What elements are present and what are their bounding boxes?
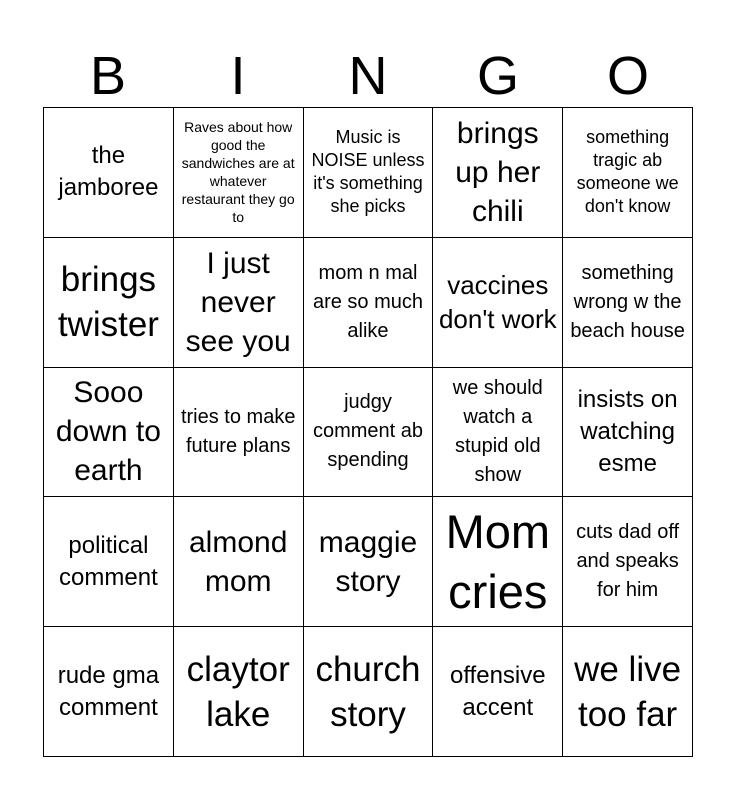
cell-text: political comment: [59, 531, 158, 591]
bingo-cell-2-5[interactable]: [563, 238, 693, 368]
cell-text: brings twister: [57, 260, 159, 345]
bingo-cell-4-5[interactable]: [563, 497, 693, 627]
bingo-cell-3-2[interactable]: [174, 368, 304, 498]
cell-text: I just never see you: [185, 246, 291, 358]
bingo-cell-2-1[interactable]: [44, 238, 174, 368]
cell-text: Raves about how good the sandwiches are at whatever restaurant they go to: [181, 119, 295, 226]
cell-text: rude gma comment: [57, 661, 160, 721]
cell-text: tries to make future plans: [180, 405, 296, 457]
header-letter-o: O: [606, 46, 649, 106]
bingo-header: [43, 46, 693, 106]
bingo-cell-5-5[interactable]: [563, 627, 693, 757]
cell-text: brings up her chili: [455, 116, 541, 228]
cell-text: Mom cries: [445, 504, 551, 618]
header-letter-i: I: [230, 46, 246, 106]
cell-text: claytor lake: [186, 649, 290, 734]
cell-text: Music is NOISE unless it's something she picks: [311, 127, 425, 217]
bingo-board: [43, 107, 693, 757]
bingo-cell-4-3[interactable]: [304, 497, 434, 627]
bingo-cell-2-4[interactable]: [433, 238, 563, 368]
bingo-cell-1-4[interactable]: [433, 108, 563, 238]
cell-text: judgy comment ab spending: [312, 391, 424, 472]
bingo-cell-2-2[interactable]: [174, 238, 304, 368]
bingo-cell-1-1[interactable]: [44, 108, 174, 238]
bingo-cell-1-5[interactable]: [563, 108, 693, 238]
cell-text: maggie story: [318, 525, 418, 598]
cell-text: something tragic ab someone we don't know: [576, 127, 679, 217]
bingo-cell-4-1[interactable]: [44, 497, 174, 627]
cell-text: we live too far: [574, 649, 682, 734]
bingo-cell-3-1[interactable]: [44, 368, 174, 498]
bingo-cell-1-2[interactable]: [174, 108, 304, 238]
header-letter-g: G: [476, 46, 519, 106]
cell-text: something wrong w the beach house: [570, 261, 685, 342]
cell-text: mom n mal are so much alike: [312, 261, 424, 342]
cell-text: insists on watching esme: [577, 385, 678, 477]
bingo-cell-5-1[interactable]: [44, 627, 174, 757]
bingo-cell-5-4[interactable]: [433, 627, 563, 757]
bingo-cell-4-4[interactable]: [433, 497, 563, 627]
cell-text: almond mom: [188, 525, 288, 598]
bingo-cell-4-2[interactable]: [174, 497, 304, 627]
cell-text: Sooo down to earth: [55, 376, 161, 488]
bingo-cell-3-5[interactable]: [563, 368, 693, 498]
bingo-cell-5-3[interactable]: [304, 627, 434, 757]
cell-text: we should watch a stupid old show: [452, 376, 543, 486]
bingo-cell-5-2[interactable]: [174, 627, 304, 757]
cell-text: the jamboree: [58, 142, 159, 202]
cell-text: church story: [315, 649, 421, 734]
header-letter-b: B: [89, 46, 127, 106]
bingo-cell-2-3[interactable]: [304, 238, 434, 368]
cell-text: vaccines don't work: [438, 270, 557, 335]
header-letter-n: N: [348, 46, 388, 106]
bingo-cell-3-3[interactable]: [304, 368, 434, 498]
bingo-cell-3-4[interactable]: [433, 368, 563, 498]
bingo-cell-1-3[interactable]: [304, 108, 434, 238]
cell-text: offensive accent: [449, 661, 546, 721]
cell-text: cuts dad off and speaks for him: [576, 521, 680, 602]
